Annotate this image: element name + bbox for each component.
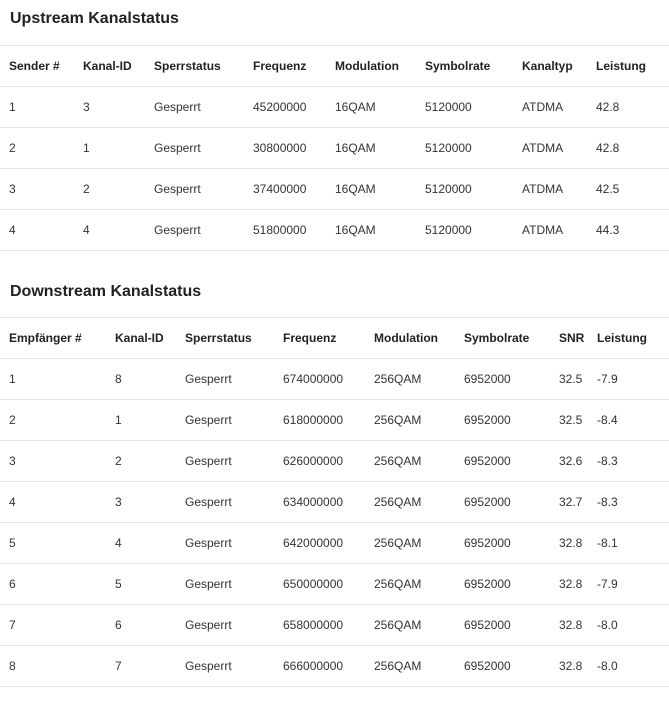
downstream-table-cell: 2	[0, 400, 106, 441]
downstream-header-cell: SNR	[550, 318, 588, 359]
downstream-header-cell: Leistung	[588, 318, 669, 359]
upstream-header-cell: Sperrstatus	[145, 46, 244, 87]
downstream-table-cell: 674000000	[274, 359, 365, 400]
downstream-table-cell: 658000000	[274, 605, 365, 646]
downstream-title: Downstream Kanalstatus	[10, 283, 202, 300]
upstream-header-row	[0, 46, 669, 87]
downstream-table-cell: 618000000	[274, 400, 365, 441]
upstream-table-cell: 1	[0, 87, 74, 128]
downstream-table-cell: 626000000	[274, 441, 365, 482]
downstream-table-cell: 6952000	[455, 400, 550, 441]
upstream-table-row	[0, 210, 669, 251]
downstream-rows	[0, 359, 669, 687]
upstream-header-cell: Leistung	[587, 46, 669, 87]
upstream-header-cell: Modulation	[326, 46, 416, 87]
upstream-table-row	[0, 128, 669, 169]
downstream-table-cell: 4	[106, 523, 176, 564]
downstream-table-cell: 32.8	[550, 605, 588, 646]
upstream-table-cell: 5120000	[416, 210, 513, 251]
downstream-table-cell: 6952000	[455, 564, 550, 605]
upstream-table-cell: 42.8	[587, 87, 669, 128]
downstream-table-cell: -8.3	[588, 482, 669, 523]
downstream-table-cell: 32.8	[550, 646, 588, 687]
downstream-table-cell: 6	[0, 564, 106, 605]
upstream-table-cell: 4	[74, 210, 145, 251]
downstream-table-cell: 4	[0, 482, 106, 523]
upstream-table-cell: 37400000	[244, 169, 326, 210]
downstream-table-cell: 6952000	[455, 482, 550, 523]
downstream-header-cell: Sperrstatus	[176, 318, 274, 359]
downstream-table-cell: -8.4	[588, 400, 669, 441]
downstream-table-cell: 256QAM	[365, 441, 455, 482]
downstream-table-cell: 256QAM	[365, 359, 455, 400]
downstream-table-row	[0, 605, 669, 646]
downstream-table-cell: Gesperrt	[176, 359, 274, 400]
downstream-table-cell: 256QAM	[365, 605, 455, 646]
upstream-table-cell: 42.8	[587, 128, 669, 169]
upstream-table-cell: Gesperrt	[145, 210, 244, 251]
downstream-table-cell: 6952000	[455, 359, 550, 400]
downstream-table-cell: 7	[106, 646, 176, 687]
downstream-table-cell: Gesperrt	[176, 523, 274, 564]
downstream-table-cell: Gesperrt	[176, 605, 274, 646]
downstream-table-row	[0, 482, 669, 523]
downstream-table-cell: 32.8	[550, 523, 588, 564]
upstream-table-cell: 2	[0, 128, 74, 169]
downstream-table-cell: 8	[0, 646, 106, 687]
downstream-table-cell: 1	[0, 359, 106, 400]
upstream-table-cell: 45200000	[244, 87, 326, 128]
upstream-table-cell: ATDMA	[513, 87, 587, 128]
downstream-table-cell: 32.7	[550, 482, 588, 523]
downstream-header-cell: Empfänger #	[0, 318, 106, 359]
downstream-table-cell: Gesperrt	[176, 564, 274, 605]
downstream-header-row	[0, 318, 669, 359]
downstream-table-cell: 2	[106, 441, 176, 482]
upstream-table-row	[0, 169, 669, 210]
downstream-table-row	[0, 646, 669, 687]
downstream-table-row	[0, 523, 669, 564]
downstream-table-cell: 256QAM	[365, 646, 455, 687]
upstream-table-cell: ATDMA	[513, 210, 587, 251]
upstream-table-cell: 4	[0, 210, 74, 251]
downstream-table-cell: -8.3	[588, 441, 669, 482]
upstream-table-cell: ATDMA	[513, 169, 587, 210]
upstream-table	[0, 45, 669, 251]
downstream-table-cell: 3	[0, 441, 106, 482]
upstream-table-cell: 16QAM	[326, 169, 416, 210]
downstream-table-cell: -7.9	[588, 359, 669, 400]
downstream-table-cell: 256QAM	[365, 482, 455, 523]
downstream-table-cell: 5	[106, 564, 176, 605]
downstream-table-cell: Gesperrt	[176, 400, 274, 441]
downstream-table-cell: 6952000	[455, 605, 550, 646]
downstream-table	[0, 317, 669, 687]
upstream-table-cell: ATDMA	[513, 128, 587, 169]
upstream-table-cell: 16QAM	[326, 128, 416, 169]
downstream-header-cell: Kanal-ID	[106, 318, 176, 359]
downstream-table-cell: -8.0	[588, 646, 669, 687]
upstream-table-cell: 5120000	[416, 169, 513, 210]
upstream-header-cell: Sender #	[0, 46, 74, 87]
upstream-header-cell: Kanal-ID	[74, 46, 145, 87]
downstream-table-row	[0, 564, 669, 605]
downstream-table-cell: 8	[106, 359, 176, 400]
downstream-table-cell: 7	[0, 605, 106, 646]
downstream-table-cell: 3	[106, 482, 176, 523]
upstream-table-cell: 44.3	[587, 210, 669, 251]
downstream-table-cell: Gesperrt	[176, 482, 274, 523]
upstream-header-cell: Symbolrate	[416, 46, 513, 87]
upstream-table-cell: 5120000	[416, 128, 513, 169]
downstream-table-cell: 256QAM	[365, 564, 455, 605]
downstream-table-cell: 1	[106, 400, 176, 441]
downstream-table-row	[0, 359, 669, 400]
upstream-title: Upstream Kanalstatus	[10, 10, 179, 27]
upstream-header-cell: Kanaltyp	[513, 46, 587, 87]
downstream-table-cell: 256QAM	[365, 400, 455, 441]
downstream-table-row	[0, 441, 669, 482]
downstream-table-cell: Gesperrt	[176, 441, 274, 482]
downstream-table-cell: 32.5	[550, 400, 588, 441]
downstream-header-cell: Modulation	[365, 318, 455, 359]
downstream-table-cell: 6952000	[455, 441, 550, 482]
upstream-rows	[0, 87, 669, 251]
downstream-table-cell: -8.0	[588, 605, 669, 646]
downstream-table-cell: 5	[0, 523, 106, 564]
upstream-table-cell: Gesperrt	[145, 169, 244, 210]
downstream-table-cell: -7.9	[588, 564, 669, 605]
downstream-table-cell: 6952000	[455, 523, 550, 564]
upstream-table-cell: 42.5	[587, 169, 669, 210]
upstream-table-cell: 1	[74, 128, 145, 169]
upstream-table-cell: 3	[74, 87, 145, 128]
downstream-header-cell: Symbolrate	[455, 318, 550, 359]
downstream-table-cell: 634000000	[274, 482, 365, 523]
downstream-table-cell: 666000000	[274, 646, 365, 687]
upstream-table-cell: 2	[74, 169, 145, 210]
downstream-table-cell: Gesperrt	[176, 646, 274, 687]
downstream-table-cell: 256QAM	[365, 523, 455, 564]
upstream-table-cell: 30800000	[244, 128, 326, 169]
upstream-table-cell: Gesperrt	[145, 87, 244, 128]
upstream-table-cell: 3	[0, 169, 74, 210]
upstream-header-cell: Frequenz	[244, 46, 326, 87]
upstream-table-row	[0, 87, 669, 128]
upstream-table-cell: 51800000	[244, 210, 326, 251]
downstream-table-row	[0, 400, 669, 441]
upstream-table-cell: 16QAM	[326, 87, 416, 128]
downstream-table-cell: 32.6	[550, 441, 588, 482]
downstream-table-cell: -8.1	[588, 523, 669, 564]
downstream-header-cell: Frequenz	[274, 318, 365, 359]
downstream-table-cell: 650000000	[274, 564, 365, 605]
downstream-table-cell: 6	[106, 605, 176, 646]
downstream-table-cell: 642000000	[274, 523, 365, 564]
upstream-table-cell: 16QAM	[326, 210, 416, 251]
upstream-table-cell: Gesperrt	[145, 128, 244, 169]
downstream-table-cell: 6952000	[455, 646, 550, 687]
downstream-table-cell: 32.8	[550, 564, 588, 605]
downstream-table-cell: 32.5	[550, 359, 588, 400]
upstream-table-cell: 5120000	[416, 87, 513, 128]
